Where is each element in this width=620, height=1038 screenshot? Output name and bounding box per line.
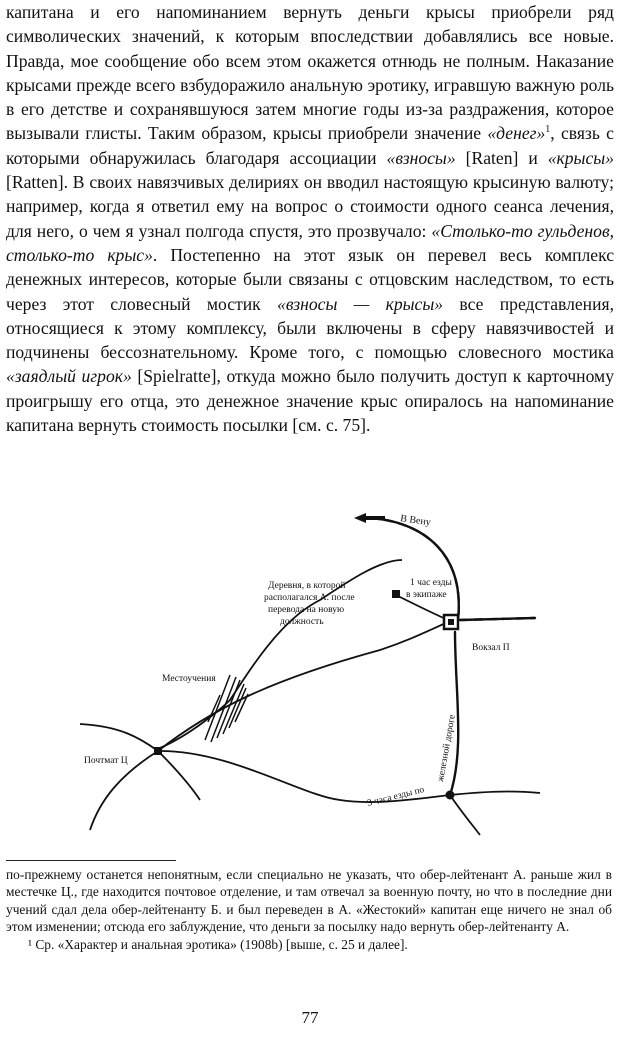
label-three-hours: 3 часа езды по: [366, 785, 426, 809]
footnote-1: ¹ Ср. «Характер и анальная эротика» (1908b) [выше, с. 25 и далее].: [28, 936, 408, 952]
label-hour-ride: в экипаже: [406, 590, 447, 600]
railway-line: [370, 518, 535, 795]
label-hour-ride: 1 час езды: [410, 578, 452, 588]
italic-term: «заядлый игрок»: [6, 366, 132, 387]
post-office-marker: [154, 747, 162, 755]
text-run: [Ratten]. В своих навязчивых делириях он вводил настоящую крысиную валюту; например, когда я ответил ему на вопрос о стоимости одного сеанса лечения, для него, о чем я узнал полгода спустя, это прозвучало:: [6, 172, 614, 241]
road: [158, 622, 448, 751]
label-post-office: Почтмат Ц: [84, 756, 128, 766]
railway-track: [450, 632, 458, 795]
main-text: [6, 0, 614, 437]
italic-term: «крысы»: [547, 147, 614, 168]
footnote-marker: 1: [545, 124, 551, 136]
station-marker-center: [448, 619, 454, 625]
label-village: Деревня, в которой: [268, 581, 346, 591]
village-marker: [392, 590, 400, 598]
junction-marker: [446, 791, 455, 800]
label-exercise-site: Местоучения: [162, 674, 216, 684]
page-number: 77: [301, 1008, 319, 1027]
text-run: [Raten] и: [455, 147, 548, 168]
text-run: , связь с которыми обнаружилась благодаря ассоциации: [6, 123, 614, 168]
road: [450, 795, 480, 835]
italic-term: «взносы — крысы»: [277, 293, 444, 314]
label-to-vienna: В Вену: [399, 513, 432, 529]
text-run: все представления, относящиеся к этому комплексу, были включены в сферу навязчивостей и подчинены бессознательному. Кроме того, с помощью словесного мостика: [6, 293, 614, 363]
road: [158, 751, 200, 800]
italic-term: «денег»: [487, 123, 546, 144]
label-station: Вокзал П: [472, 643, 510, 653]
footnote-continuation: по-прежнему останется непонятным, если специально не указать, что обер-лейтенант А. раньше жил в местечке Ц., где находится почтовое отделение, и там отвечал за военную почту, но что в последние дни учений сдал дела обер-лейтенанту Б. и был переведен в А. «Жестокий» капитан еще ничего не знал об этом изменении; отсюда его заблуждение, что деньги за посылку надо вернуть обер-лейтенанту А.: [6, 867, 612, 935]
footnote-divider: [6, 860, 176, 861]
road: [158, 751, 540, 802]
hatch-line: [229, 688, 246, 728]
main-paragraph: [6, 0, 614, 437]
text-run: [Spielratte], откуда можно было получить доступ к карточному проигрышу его отца, это денежное значение крыс опиралось на напоминание капитана вернуть стоимость посылки [см. с. 75].: [6, 366, 614, 436]
text-run: капитана и его напоминанием вернуть деньги крысы приобрели ряд символических значений, к которым впоследствии добавлялись все новые. Правда, мое сообщение обо всем этом окажется отнюдь не полным. Наказание крысами прежде всего взбудоражило анальную эротику, игравшую важную роль в его детстве и сохранявшуюся затем многие годы из-за раздражения, которое вызывали глисты. Таким образом, крысы приобрели значение: [6, 2, 614, 144]
italic-term: «взносы»: [386, 147, 456, 168]
italic-quote: «Столько-то гульденов, столько-то крыс»: [6, 220, 614, 265]
road: [80, 724, 158, 751]
arrow-icon: [354, 513, 366, 523]
label-village: должность: [280, 617, 324, 627]
hatched-area: [205, 675, 248, 742]
footnotes: [6, 866, 612, 953]
text-run: . Постепенно на этот язык он перевел весь комплекс денежных интересов, которые были связаны с отцовским наследством, то есть через этот словесный мостик: [6, 244, 614, 314]
railway-crossties: [370, 518, 535, 620]
route-map: [80, 500, 620, 845]
label-village: располагался А. после: [264, 593, 355, 603]
label-village: перевода на новую: [268, 605, 345, 615]
label-railroad: железной дороге: [436, 713, 458, 783]
